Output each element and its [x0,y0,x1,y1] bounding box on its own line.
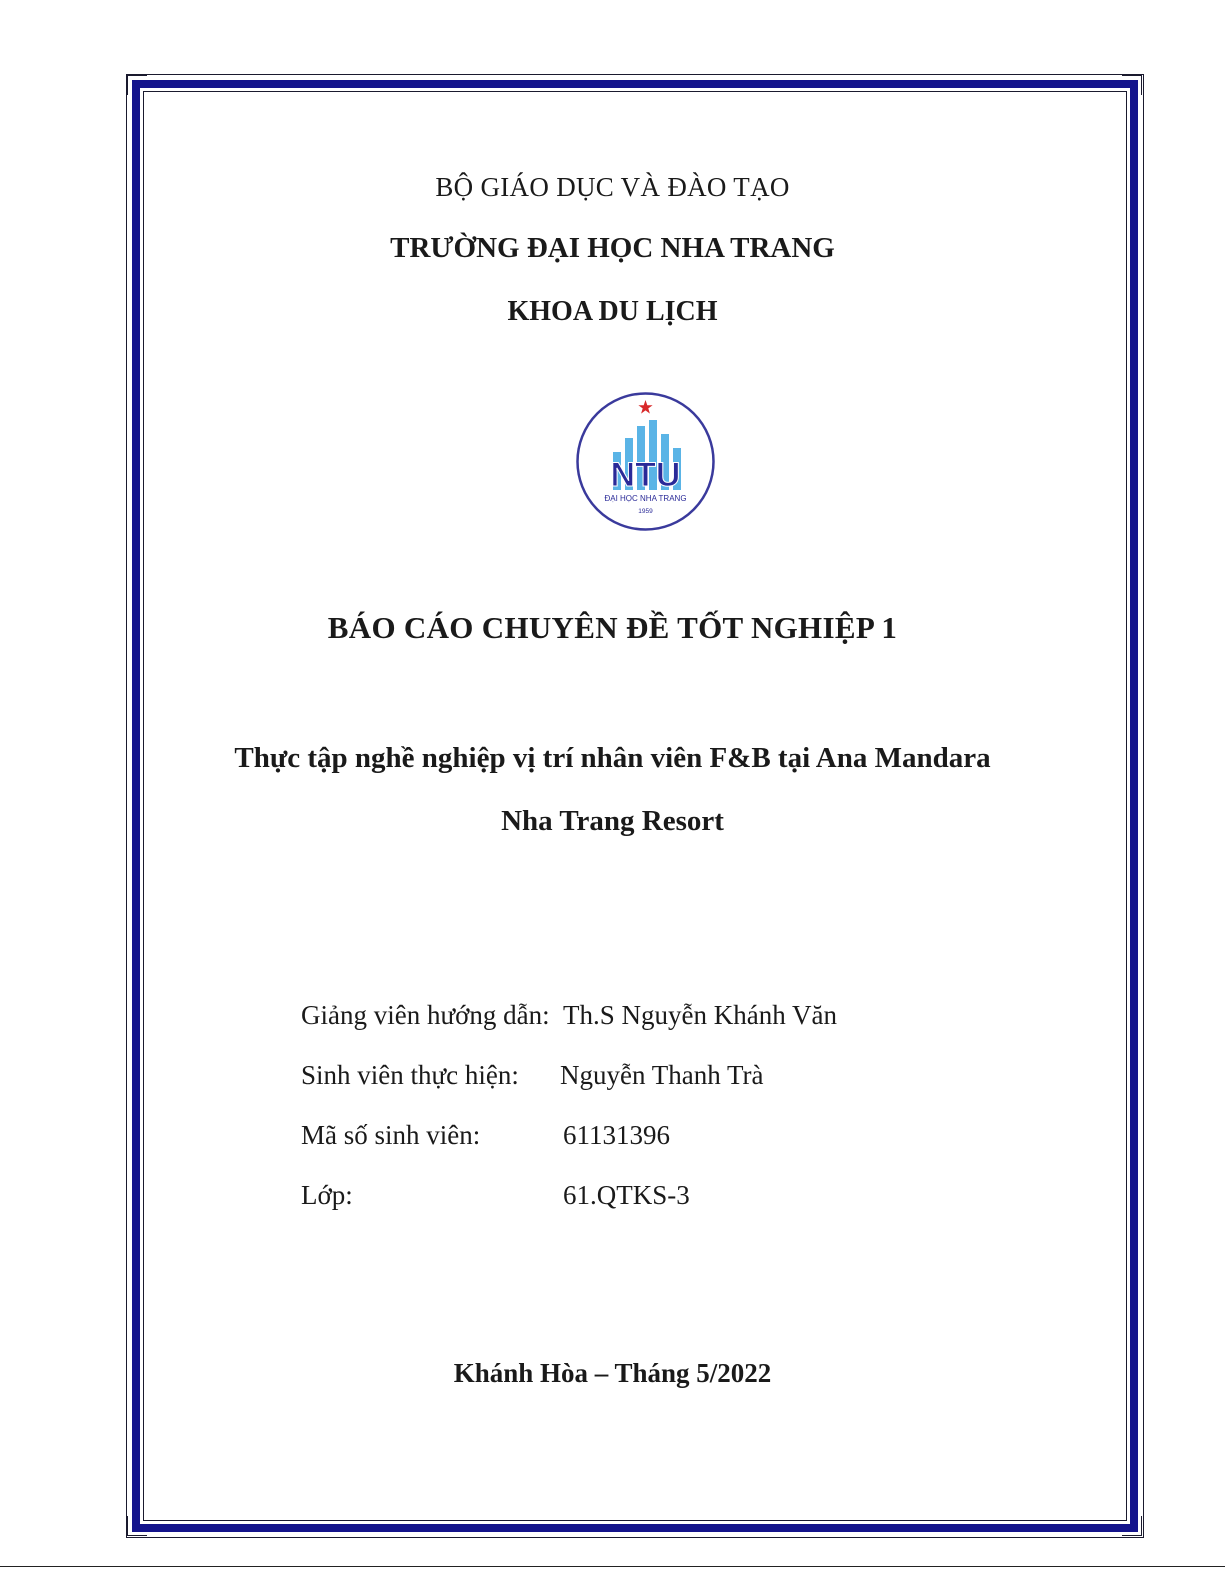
info-row-class [301,1180,690,1211]
info-label: Sinh viên thực hiện: [301,1060,519,1090]
topic-line-2: Nha Trang Resort [501,805,724,837]
border-corner-top-left [127,75,147,95]
info-label: Giảng viên hướng dẫn: [301,1000,550,1030]
report-title: BÁO CÁO CHUYÊN ĐỀ TỐT NGHIỆP 1 [327,610,898,645]
topic-line-1: Thực tập nghề nghiệp vị trí nhân viên F&B tại Ana Mandara [234,742,991,774]
faculty-name: KHOA DU LỊCH [507,296,718,327]
logo-year: 1959 [638,508,653,515]
info-value: 61.QTKS-3 [563,1180,690,1210]
border-corner-bottom-left [127,1516,147,1536]
logo-caption: ĐẠI HỌC NHA TRANG [604,494,687,503]
university-name: TRƯỜNG ĐẠI HỌC NHA TRANG [390,232,835,264]
page-bottom-rule [0,1566,1225,1567]
info-row-student-id [301,1120,670,1151]
ntu-logo [574,390,717,533]
info-label: Mã số sinh viên: [301,1120,481,1150]
ministry-name: BỘ GIÁO DỤC VÀ ĐÀO TẠO [435,172,790,202]
info-value: 61131396 [563,1120,670,1150]
logo-text: NTU [610,456,681,494]
info-row-advisor [301,1000,837,1031]
border-corner-bottom-right [1122,1516,1142,1536]
info-value: Th.S Nguyễn Khánh Văn [563,1000,837,1030]
info-row-student [301,1060,764,1091]
info-label: Lớp: [301,1180,353,1210]
info-value: Nguyễn Thanh Trà [560,1060,764,1090]
border-corner-top-right [1122,75,1142,95]
place-date: Khánh Hòa – Tháng 5/2022 [453,1358,772,1388]
